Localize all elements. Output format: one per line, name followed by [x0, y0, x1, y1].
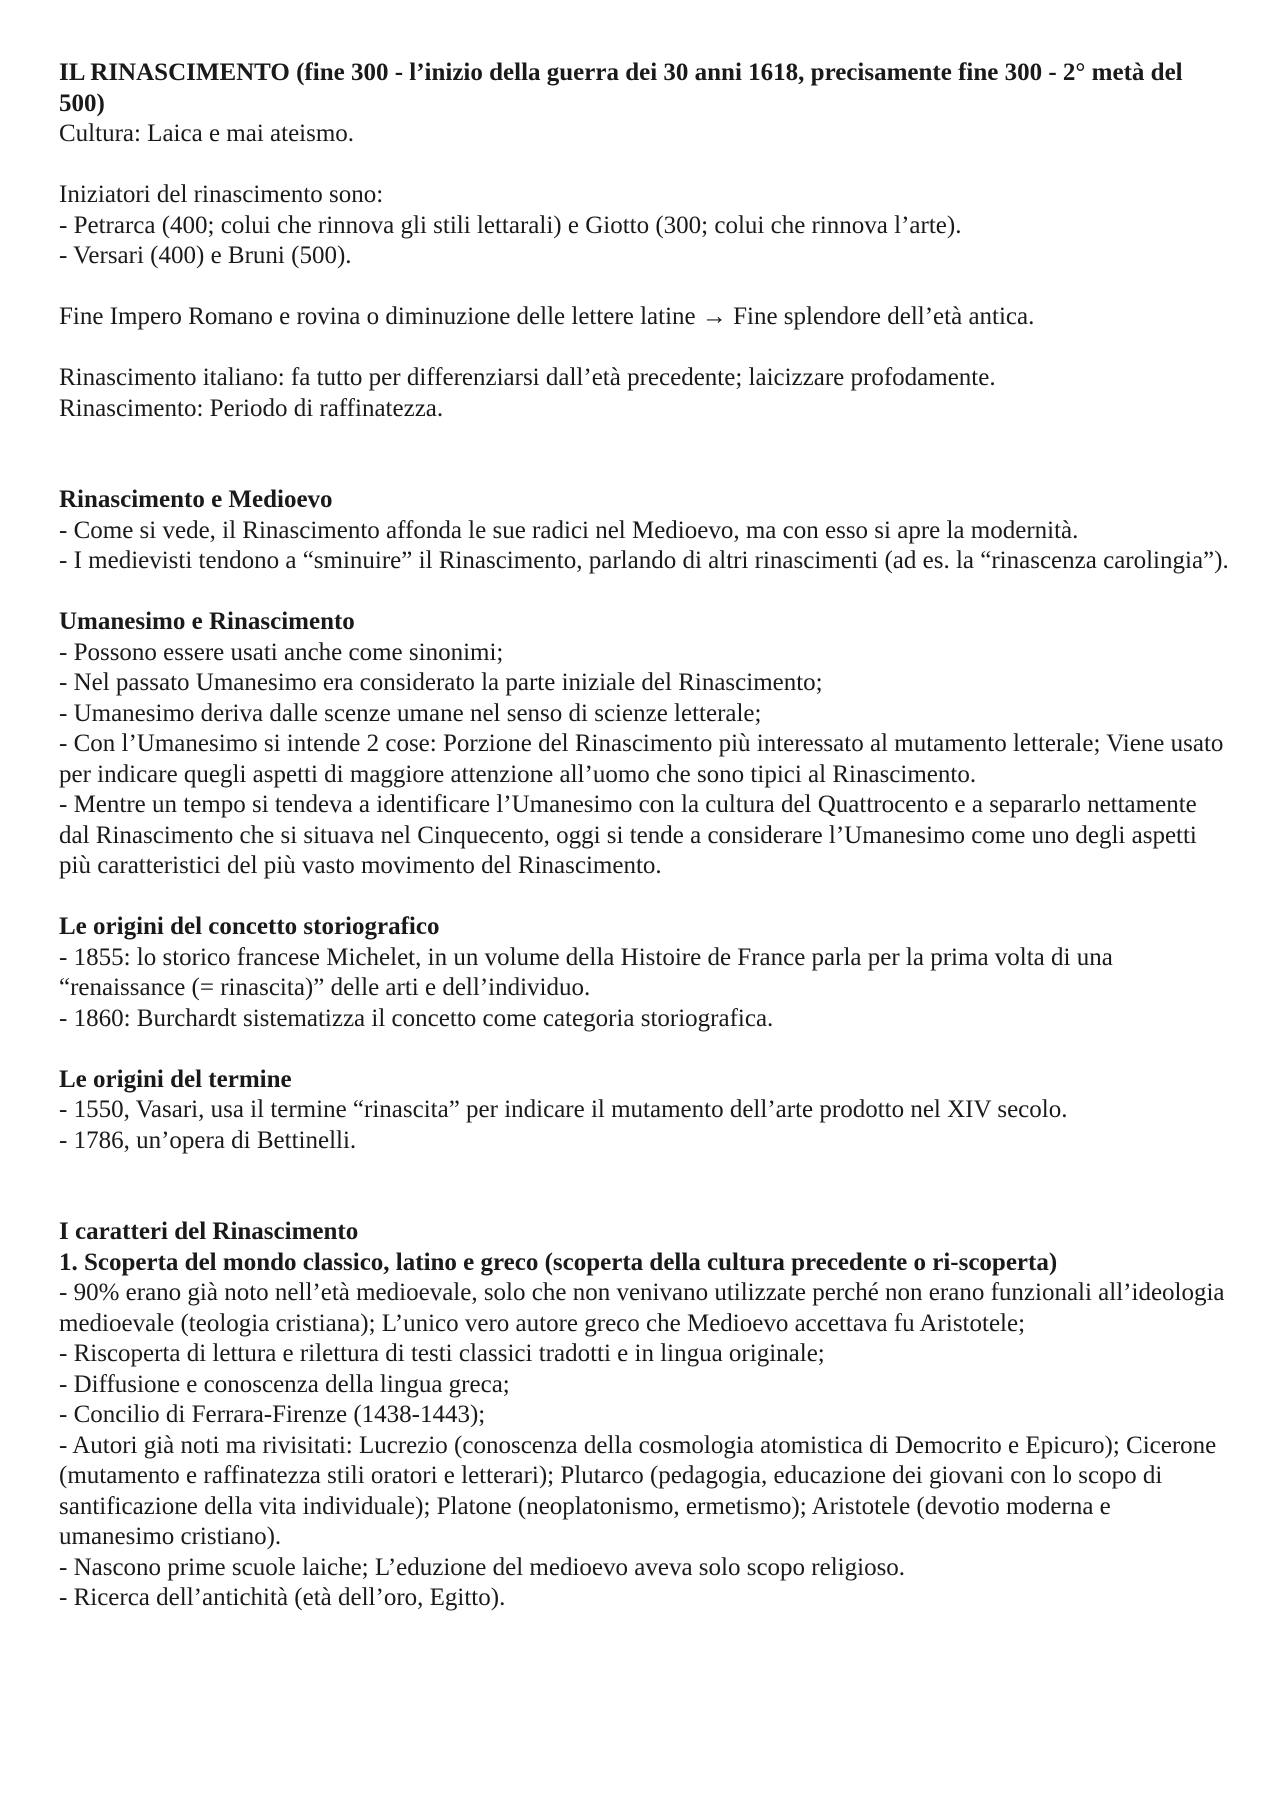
spacer: [59, 150, 1229, 181]
list-item: - Mentre un tempo si tendeva a identificare l’Umanesimo con la cultura del Quattrocento e a separarlo nettamente dal Rinascimento che si situava nel Cinquecento, oggi si tende a considerare l’Umanesimo come uno degli aspetti più caratteristici del più vasto movimento del Rinascimento.: [59, 791, 1197, 879]
rinascimento-periodo-line: Rinascimento: Periodo di raffinatezza.: [59, 394, 444, 422]
list-item: - Versari (400) e Bruni (500).: [59, 242, 352, 269]
document-title: IL RINASCIMENTO (fine 300 - l’inizio della guerra dei 30 anni 1618, precisamente fine 300 - 2° metà del 500): [59, 59, 1183, 117]
list-item: - 1855: lo storico francese Michelet, in un volume della Histoire de France parla per la prima volta di una “renaissance (= rinascita)” delle arti e dell’individuo.: [59, 943, 1113, 1001]
list-item: - I medievisti tendono a “sminuire” il Rinascimento, parlando di altri rinascimenti (ad es. la “rinascenza carolingia”).: [59, 547, 1229, 574]
list-item: - 1860: Burchardt sistematizza il concetto come categoria storiografica.: [59, 1004, 774, 1032]
spacer: [59, 424, 1229, 485]
list-item: - Come si vede, il Rinascimento affonda le sue radici nel Medioevo, ma con esso si apre la modernità.: [59, 516, 1079, 544]
list-item: - 1786, un’opera di Bettinelli.: [59, 1126, 357, 1154]
section-subheading-scoperta: 1. Scoperta del mondo classico, latino e greco (scoperta della cultura precedente o ri-scoperta): [59, 1248, 1058, 1276]
list-item: - Ricerca dell’antichità (età dell’oro, Egitto).: [59, 1584, 506, 1611]
section-heading-concetto: Le origini del concetto storiografico: [59, 913, 440, 940]
section-heading-medioevo: Rinascimento e Medioevo: [59, 486, 333, 513]
fine-impero-line: Fine Impero Romano e rovina o diminuzione delle lettere latine → Fine splendore dell’età antica.: [59, 303, 1035, 330]
spacer: [59, 577, 1229, 608]
list-item: - 1550, Vasari, usa il termine “rinascita” per indicare il mutamento dell’arte prodotto nel XIV secolo.: [59, 1096, 1068, 1123]
list-item: - Petrarca (400; colui che rinnova gli stili lettarali) e Giotto (300; colui che rinnova l’arte).: [59, 211, 962, 239]
spacer: [59, 1156, 1229, 1217]
list-item: - Nel passato Umanesimo era considerato la parte iniziale del Rinascimento;: [59, 669, 823, 696]
rinascimento-italiano-line: Rinascimento italiano: fa tutto per differenziarsi dall’età precedente; laicizzare profodamente.: [59, 364, 996, 391]
list-item: - Nascono prime scuole laiche; L’eduzione del medioevo aveva solo scopo religioso.: [59, 1553, 906, 1581]
section-heading-umanesimo: Umanesimo e Rinascimento: [59, 608, 355, 635]
document-page: [59, 58, 1229, 1614]
section-heading-termine: Le origini del termine: [59, 1065, 292, 1093]
list-item: - Concilio di Ferrara-Firenze (1438-1443);: [59, 1401, 486, 1428]
iniziatori-heading: Iniziatori del rinascimento sono:: [59, 181, 384, 208]
spacer: [59, 882, 1229, 913]
list-item: - Umanesimo deriva dalle scenze umane nel senso di scienze letterale;: [59, 699, 762, 727]
spacer: [59, 1034, 1229, 1065]
spacer: [59, 333, 1229, 364]
list-item: - Con l’Umanesimo si intende 2 cose: Porzione del Rinascimento più interessato al mutamento letterale; Viene usato per indicare quegli aspetti di maggiore attenzione all’uomo che sono tipici al Rinascimento.: [59, 730, 1224, 788]
spacer: [59, 272, 1229, 303]
list-item: - Autori già noti ma rivisitati: Lucrezio (conoscenza della cosmologia atomistica di Democrito e Epicuro); Cicerone (mutamento e raffinatezza stili oratori e letterari); Plutarco (pedagogia, educazione dei giovani con lo scopo di santificazione della vita individuale); Platone (neoplatonismo, ermetismo); Aristotele (devotio moderna e umanesimo cristiano).: [59, 1431, 1217, 1550]
list-item: - Riscoperta di lettura e rilettura di testi classici tradotti e in lingua originale;: [59, 1340, 825, 1367]
list-item: - 90% erano già noto nell’età medioevale, solo che non venivano utilizzate perché non erano funzionali all’ideologia medioevale (teologia cristiana); L’unico vero autore greco che Medioevo accettava fu Aristotele;: [59, 1279, 1225, 1337]
section-heading-caratteri: I caratteri del Rinascimento: [59, 1218, 359, 1245]
list-item: - Possono essere usati anche come sinonimi;: [59, 638, 504, 666]
cultura-line: Cultura: Laica e mai ateismo.: [59, 120, 355, 147]
list-item: - Diffusione e conoscenza della lingua greca;: [59, 1370, 510, 1398]
